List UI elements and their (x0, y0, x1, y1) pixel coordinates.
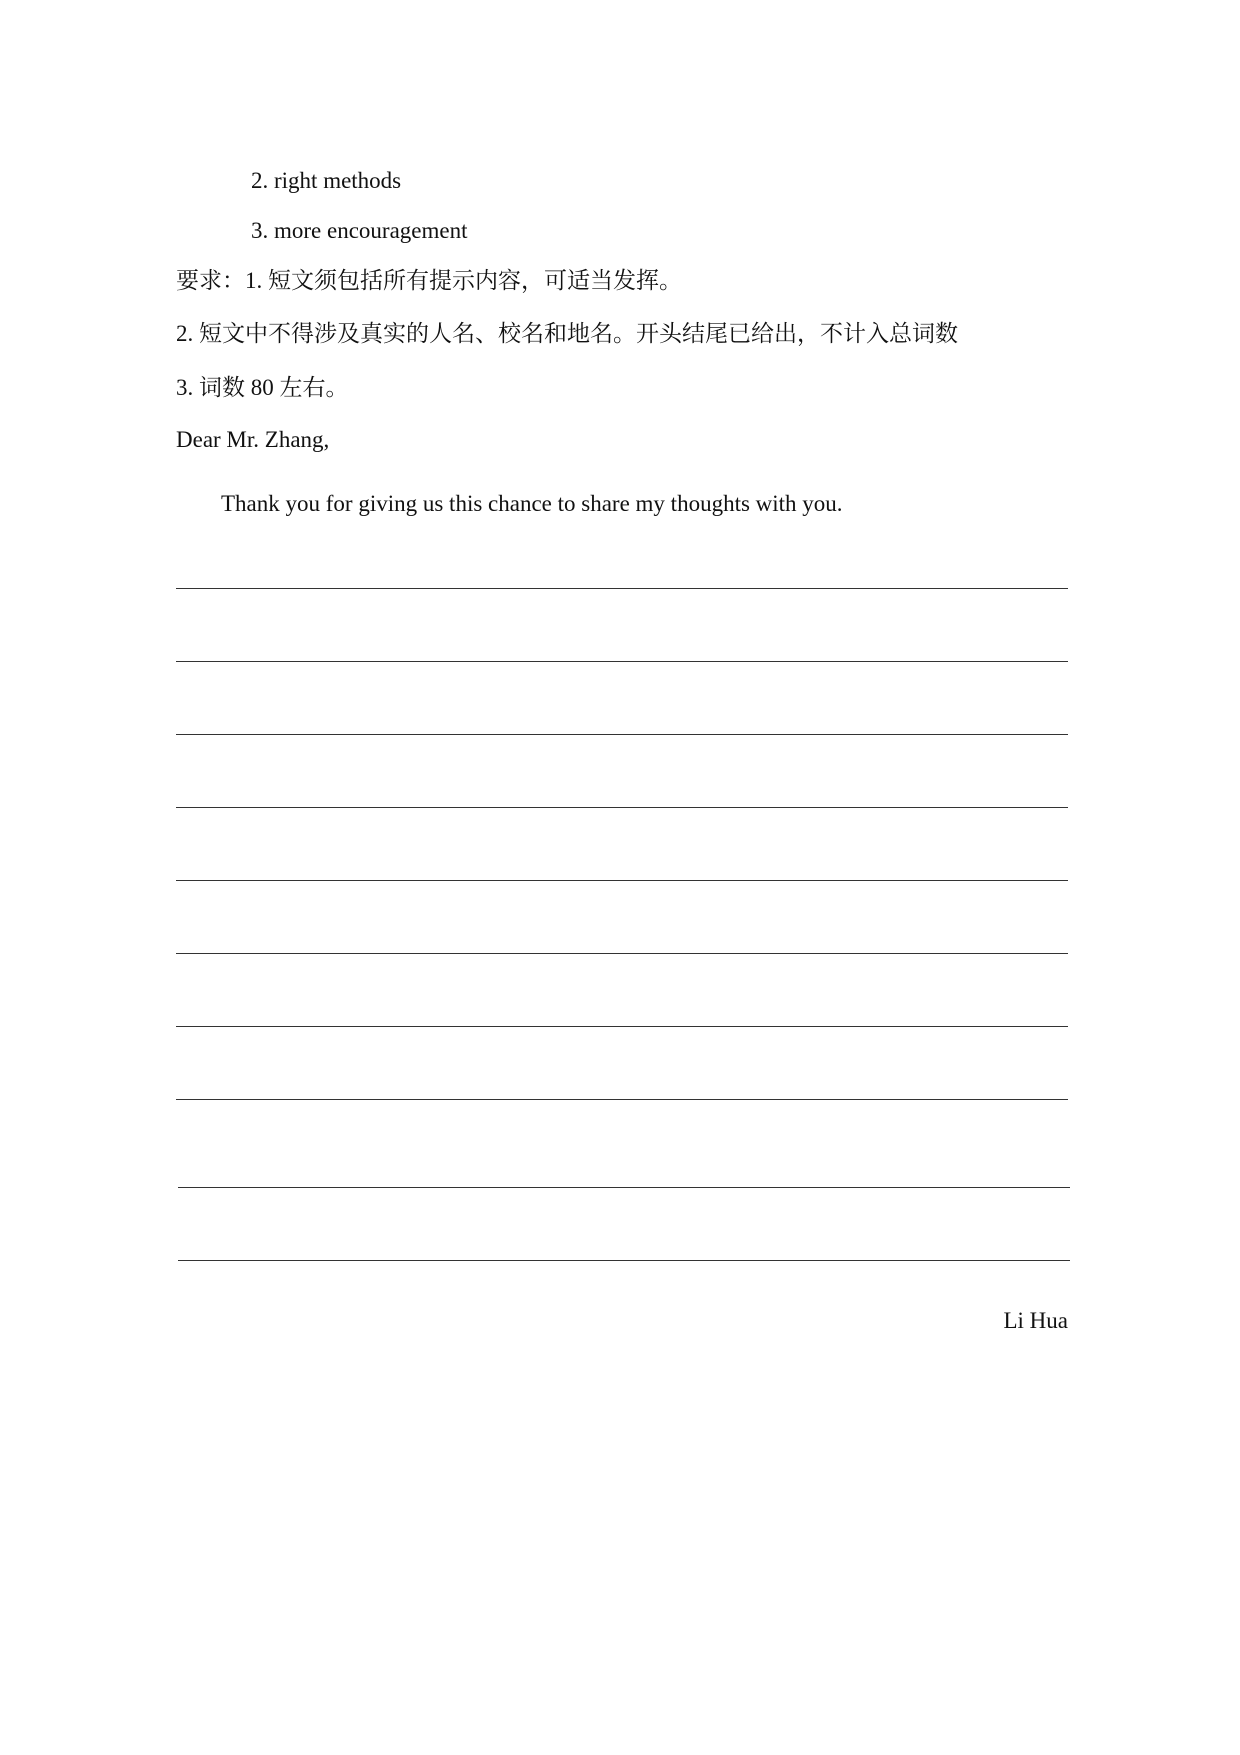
letter-opening: Thank you for giving us this chance to share my thoughts with you. (221, 491, 843, 516)
requirement-2: 2. 短文中不得涉及真实的人名、校名和地名。开头结尾已给出，不计入总词数 (176, 321, 958, 346)
answer-line[interactable] (178, 1260, 1070, 1261)
requirement-1: 要求：1. 短文须包括所有提示内容，可适当发挥。 (176, 268, 682, 293)
answer-line[interactable] (176, 588, 1068, 589)
answer-line[interactable] (176, 1099, 1068, 1100)
answer-line[interactable] (176, 661, 1068, 662)
answer-line[interactable] (176, 880, 1068, 881)
answer-line[interactable] (176, 734, 1068, 735)
answer-line[interactable] (178, 1187, 1070, 1188)
requirement-3: 3. 词数 80 左右。 (176, 375, 349, 400)
hint-item-3: 3. more encouragement (251, 218, 468, 243)
answer-line[interactable] (176, 1026, 1068, 1027)
answer-line[interactable] (176, 953, 1068, 954)
letter-salutation: Dear Mr. Zhang, (176, 427, 330, 452)
hint-item-2: 2. right methods (251, 168, 402, 193)
answer-line[interactable] (176, 807, 1068, 808)
letter-signature: Li Hua (1003, 1308, 1068, 1333)
